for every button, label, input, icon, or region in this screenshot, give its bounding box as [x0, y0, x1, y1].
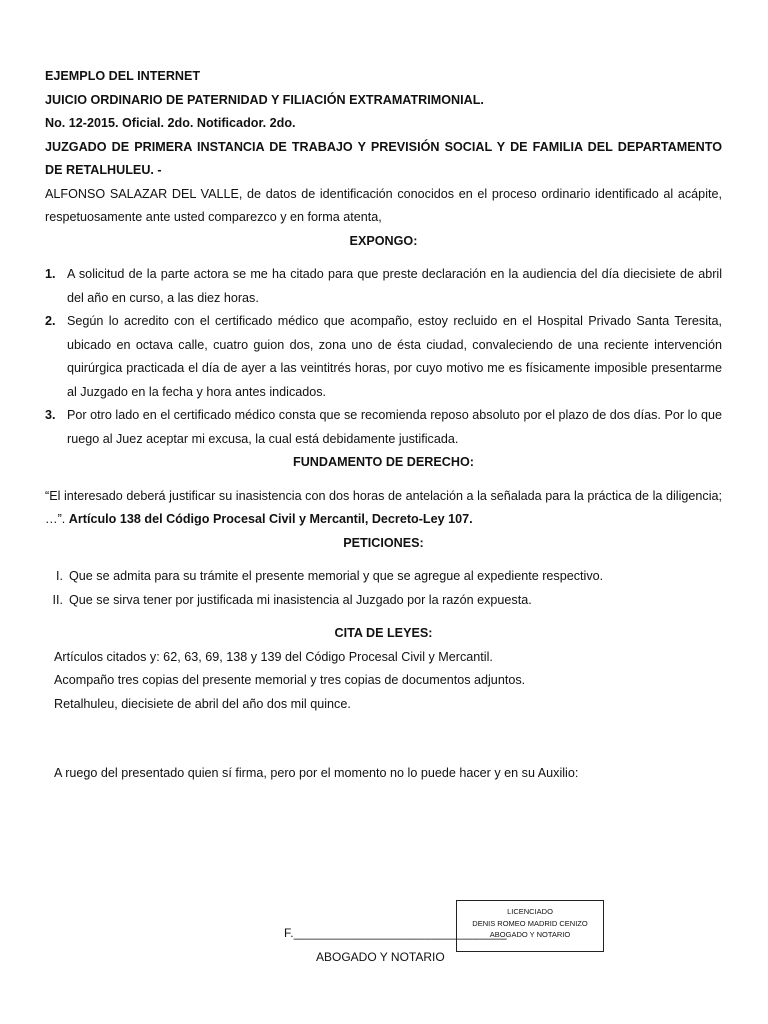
item-text-line: Según lo acredito con el certificado médico que acompaño, estoy recluido en el Hospital Privado Santa Teresita,	[67, 314, 722, 328]
court-name-line-1: JUZGADO DE PRIMERA INSTANCIA DE TRABAJO Y PREVISIÓN SOCIAL Y DE FAMILIA DEL DEPARTAMENTO	[45, 139, 722, 154]
item-text-line: al Juzgado en la fecha y hora antes indicados.	[67, 384, 327, 399]
legal-citation: Artículo 138 del Código Procesal Civil y Mercantil, Decreto-Ley 107.	[68, 512, 473, 526]
item-text-line: A solicitud de la parte actora se me ha citado para que preste declaración en la audiencia del día diecisiete de abril	[67, 267, 722, 281]
header-line-1: EJEMPLO DEL INTERNET	[45, 69, 201, 83]
item-text-line: quirúrgica practicada el día de ayer a las veintitrés horas, por cuyo motivo me es físicamente imposible presentarme	[67, 361, 722, 375]
document-body	[45, 65, 722, 786]
intro-line-2: respetuosamente ante usted comparezco y en forma atenta,	[45, 210, 382, 224]
peticiones-heading: PETICIONES:	[343, 535, 424, 550]
item-text: Que se sirva tener por justificada mi inasistencia al Juzgado por la razón expuesta.	[69, 592, 532, 607]
expongo-item-1	[45, 263, 722, 310]
stamp-line-1: LICENCIADO	[507, 907, 553, 916]
item-text-line: Por otro lado en el certificado médico consta que se recomienda reposo absoluto por el plazo de dos días. Por lo que	[67, 408, 722, 422]
ruego-text: A ruego del presentado quien sí firma, pero por el momento no lo puede hacer y en su Auxilio:	[54, 766, 579, 780]
signature-label: ABOGADO Y NOTARIO	[316, 950, 445, 964]
item-number: I.	[56, 569, 63, 583]
expongo-heading: EXPONGO:	[349, 233, 418, 248]
item-number: 2.	[45, 314, 56, 328]
cita-line-1: Artículos citados y: 62, 63, 69, 138 y 139 del Código Procesal Civil y Mercantil.	[54, 649, 493, 664]
stamp-line-3: ABOGADO Y NOTARIO	[489, 930, 571, 939]
expongo-item-2	[45, 310, 722, 404]
case-title: JUICIO ORDINARIO DE PATERNIDAD Y FILIACIÓN EXTRAMATRIMONIAL.	[45, 92, 484, 107]
stamp-line-2: DENIS ROMEO MADRID CENIZO	[472, 918, 588, 928]
case-number: No. 12-2015. Oficial. 2do. Notificador. 2do.	[45, 116, 296, 130]
item-number: 1.	[45, 267, 56, 281]
cita-line-2: Acompaño tres copias del presente memorial y tres copias de documentos adjuntos.	[54, 673, 526, 687]
item-text-line: ubicado en octava calle, cuatro guion dos, zona uno de ésta ciudad, convaleciendo de una reciente intervención	[67, 337, 722, 352]
fundamento-quote: “El interesado deberá justificar su inasistencia con dos horas de antelación a la señalada para la práctica de la diligencia;	[45, 488, 722, 503]
quote-end: …”.	[45, 512, 66, 526]
intro-line-1: ALFONSO SALAZAR DEL VALLE, de datos de identificación conocidos en el proceso ordinario identificado al acápite,	[45, 186, 722, 201]
fundamento-heading: FUNDAMENTO DE DERECHO:	[293, 455, 474, 469]
signature-line: F._______________________________	[284, 926, 507, 940]
expongo-item-3	[45, 404, 722, 451]
peticion-item-1	[45, 565, 722, 589]
cita-line-3: Retalhuleu, diecisiete de abril del año dos mil quince.	[54, 696, 351, 711]
item-text-line: del año en curso, a las diez horas.	[67, 290, 259, 305]
item-number: 3.	[45, 408, 56, 422]
court-name-line-2: DE RETALHULEU. -	[45, 163, 162, 177]
peticion-item-2	[45, 589, 722, 613]
fundamento-citation-line	[45, 508, 722, 532]
item-text: Que se admita para su trámite el presente memorial y que se agregue al expediente respectivo.	[69, 569, 604, 583]
item-number: II.	[52, 592, 63, 607]
item-text-line: ruego al Juez aceptar mi excusa, la cual está debidamente justificada.	[67, 431, 459, 446]
lawyer-stamp	[456, 900, 604, 952]
cita-heading: CITA DE LEYES:	[334, 626, 433, 640]
